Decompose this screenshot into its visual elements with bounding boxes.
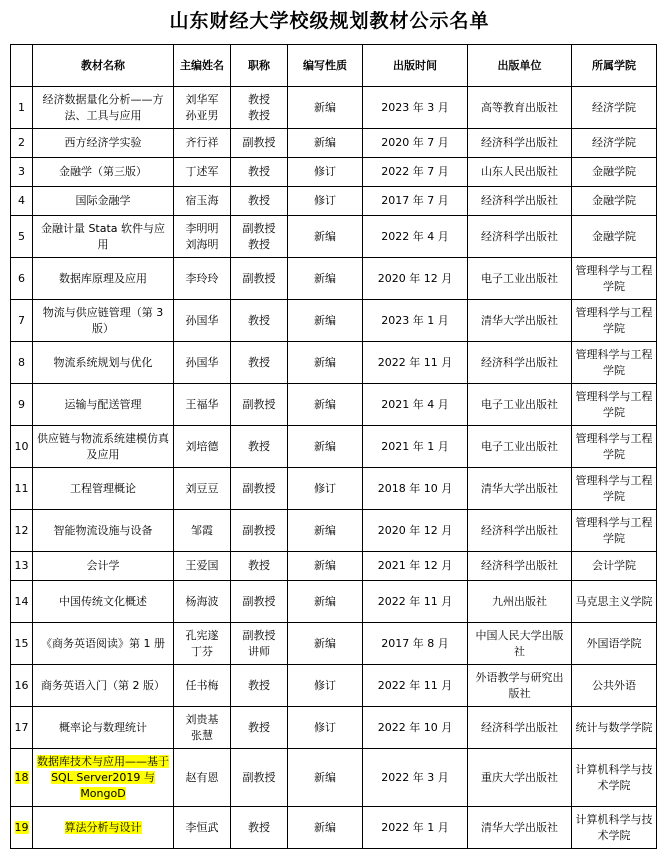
cell-index: 8 [11, 342, 33, 384]
cell-college: 公共外语 [572, 665, 657, 707]
cell-publisher: 电子工业出版社 [468, 258, 572, 300]
cell-editor: 孙国华 [174, 300, 231, 342]
cell-index: 2 [11, 129, 33, 158]
cell-college: 马克思主义学院 [572, 581, 657, 623]
cell-index: 7 [11, 300, 33, 342]
cell-editor: 孔宪遂 丁芬 [174, 623, 231, 665]
cell-rank: 副教授 [231, 258, 288, 300]
cell-editor: 刘培德 [174, 426, 231, 468]
cell-rank: 教授 [231, 300, 288, 342]
table-row [11, 581, 657, 623]
cell-name: 智能物流设施与设备 [33, 510, 174, 552]
cell-publisher: 经济科学出版社 [468, 342, 572, 384]
cell-college: 管理科学与工程学院 [572, 510, 657, 552]
cell-rank: 副教授 [231, 749, 288, 807]
cell-publisher: 中国人民大学出版社 [468, 623, 572, 665]
cell-name: 运输与配送管理 [33, 384, 174, 426]
table-row [11, 300, 657, 342]
header-date: 出版时间 [363, 45, 468, 87]
cell-college: 计算机科学与技术学院 [572, 807, 657, 849]
cell-name: 金融学（第三版） [33, 158, 174, 187]
cell-name: 国际金融学 [33, 187, 174, 216]
cell-rank: 教授 [231, 426, 288, 468]
cell-publisher: 经济科学出版社 [468, 552, 572, 581]
cell-publisher: 经济科学出版社 [468, 187, 572, 216]
cell-date: 2020 年 7 月 [363, 129, 468, 158]
cell-date: 2022 年 11 月 [363, 581, 468, 623]
cell-index: 5 [11, 216, 33, 258]
cell-nature: 新编 [288, 807, 363, 849]
cell-index: 9 [11, 384, 33, 426]
cell-college: 金融学院 [572, 158, 657, 187]
cell-publisher: 外语教学与研究出版社 [468, 665, 572, 707]
cell-date: 2020 年 12 月 [363, 258, 468, 300]
cell-college: 管理科学与工程学院 [572, 468, 657, 510]
cell-college: 计算机科学与技术学院 [572, 749, 657, 807]
cell-name: 概率论与数理统计 [33, 707, 174, 749]
table-row [11, 510, 657, 552]
cell-nature: 修订 [288, 707, 363, 749]
cell-publisher: 山东人民出版社 [468, 158, 572, 187]
cell-editor: 杨海波 [174, 581, 231, 623]
cell-date: 2017 年 7 月 [363, 187, 468, 216]
cell-name: 会计学 [33, 552, 174, 581]
cell-date: 2022 年 11 月 [363, 665, 468, 707]
cell-rank: 副教授 [231, 581, 288, 623]
highlighted-index: 19 [14, 820, 29, 834]
cell-name: 物流系统规划与优化 [33, 342, 174, 384]
cell-rank: 教授 [231, 187, 288, 216]
cell-rank: 副教授 教授 [231, 216, 288, 258]
cell-date: 2022 年 10 月 [363, 707, 468, 749]
cell-college: 经济学院 [572, 87, 657, 129]
cell-date: 2022 年 1 月 [363, 807, 468, 849]
cell-editor: 刘贵基 张慧 [174, 707, 231, 749]
cell-publisher: 重庆大学出版社 [468, 749, 572, 807]
cell-nature: 新编 [288, 552, 363, 581]
cell-index: 17 [11, 707, 33, 749]
table-row [11, 707, 657, 749]
cell-publisher: 清华大学出版社 [468, 468, 572, 510]
cell-name: 工程管理概论 [33, 468, 174, 510]
cell-index [11, 749, 33, 807]
cell-publisher: 清华大学出版社 [468, 807, 572, 849]
cell-rank: 教授 [231, 665, 288, 707]
cell-rank: 副教授 [231, 129, 288, 158]
cell-publisher: 经济科学出版社 [468, 707, 572, 749]
cell-index: 16 [11, 665, 33, 707]
cell-date: 2023 年 3 月 [363, 87, 468, 129]
cell-name: 西方经济学实验 [33, 129, 174, 158]
header-index [11, 45, 33, 87]
cell-rank: 副教授 [231, 510, 288, 552]
cell-nature: 修订 [288, 187, 363, 216]
cell-publisher: 经济科学出版社 [468, 216, 572, 258]
header-nature: 编写性质 [288, 45, 363, 87]
highlighted-name: 算法分析与设计 [64, 820, 142, 834]
cell-index: 14 [11, 581, 33, 623]
cell-date: 2020 年 12 月 [363, 510, 468, 552]
cell-nature: 新编 [288, 623, 363, 665]
cell-editor: 邹霞 [174, 510, 231, 552]
cell-editor: 齐行祥 [174, 129, 231, 158]
table-row [11, 158, 657, 187]
cell-college: 管理科学与工程学院 [572, 300, 657, 342]
cell-rank: 教授 [231, 342, 288, 384]
cell-nature: 修订 [288, 468, 363, 510]
cell-nature: 新编 [288, 510, 363, 552]
cell-nature: 新编 [288, 384, 363, 426]
cell-college: 金融学院 [572, 216, 657, 258]
cell-nature: 新编 [288, 342, 363, 384]
cell-publisher: 电子工业出版社 [468, 384, 572, 426]
cell-nature: 新编 [288, 749, 363, 807]
cell-editor: 宿玉海 [174, 187, 231, 216]
cell-editor: 李明明 刘海明 [174, 216, 231, 258]
cell-nature: 新编 [288, 87, 363, 129]
table-row [11, 807, 657, 849]
cell-date: 2022 年 3 月 [363, 749, 468, 807]
cell-college: 管理科学与工程学院 [572, 342, 657, 384]
cell-nature: 修订 [288, 665, 363, 707]
cell-editor: 李玲玲 [174, 258, 231, 300]
cell-editor: 孙国华 [174, 342, 231, 384]
cell-name: 金融计量 Stata 软件与应用 [33, 216, 174, 258]
cell-date: 2021 年 1 月 [363, 426, 468, 468]
cell-rank: 教授 [231, 807, 288, 849]
cell-nature: 新编 [288, 258, 363, 300]
table-body [11, 87, 657, 849]
page-title: 山东财经大学校级规划教材公示名单 [169, 10, 490, 32]
table-row [11, 129, 657, 158]
table-row [11, 749, 657, 807]
cell-editor: 王爱国 [174, 552, 231, 581]
table-row [11, 665, 657, 707]
cell-college: 外国语学院 [572, 623, 657, 665]
header-editor: 主编姓名 [174, 45, 231, 87]
cell-date: 2021 年 12 月 [363, 552, 468, 581]
cell-nature: 新编 [288, 216, 363, 258]
cell-name: 《商务英语阅读》第 1 册 [33, 623, 174, 665]
cell-name: 中国传统文化概述 [33, 581, 174, 623]
cell-date: 2022 年 11 月 [363, 342, 468, 384]
cell-index [11, 807, 33, 849]
cell-rank: 副教授 [231, 384, 288, 426]
cell-name: 物流与供应链管理（第 3 版） [33, 300, 174, 342]
cell-index: 6 [11, 258, 33, 300]
cell-rank: 副教授 [231, 468, 288, 510]
cell-college: 管理科学与工程学院 [572, 384, 657, 426]
cell-rank: 教授 [231, 158, 288, 187]
cell-publisher: 经济科学出版社 [468, 510, 572, 552]
table-row [11, 468, 657, 510]
table-row [11, 426, 657, 468]
cell-editor: 李恒武 [174, 807, 231, 849]
table-row [11, 87, 657, 129]
table-row [11, 623, 657, 665]
cell-name: 供应链与物流系统建模仿真及应用 [33, 426, 174, 468]
textbook-table [10, 44, 657, 849]
cell-nature: 新编 [288, 129, 363, 158]
cell-college: 统计与数学学院 [572, 707, 657, 749]
cell-date: 2022 年 4 月 [363, 216, 468, 258]
cell-name: 商务英语入门（第 2 版） [33, 665, 174, 707]
table-row [11, 552, 657, 581]
cell-nature: 新编 [288, 426, 363, 468]
cell-editor: 任书梅 [174, 665, 231, 707]
cell-rank: 教授 教授 [231, 87, 288, 129]
cell-editor: 丁述军 [174, 158, 231, 187]
cell-nature: 新编 [288, 581, 363, 623]
cell-publisher: 清华大学出版社 [468, 300, 572, 342]
cell-college: 管理科学与工程学院 [572, 258, 657, 300]
cell-date: 2017 年 8 月 [363, 623, 468, 665]
header-college: 所属学院 [572, 45, 657, 87]
table-row [11, 187, 657, 216]
cell-index: 10 [11, 426, 33, 468]
cell-date: 2018 年 10 月 [363, 468, 468, 510]
cell-index: 12 [11, 510, 33, 552]
header-publisher: 出版单位 [468, 45, 572, 87]
table-row [11, 384, 657, 426]
cell-rank: 教授 [231, 707, 288, 749]
cell-name: 数据库原理及应用 [33, 258, 174, 300]
cell-index: 15 [11, 623, 33, 665]
table-row [11, 258, 657, 300]
cell-rank: 教授 [231, 552, 288, 581]
cell-index: 13 [11, 552, 33, 581]
cell-name [33, 749, 174, 807]
cell-name [33, 807, 174, 849]
cell-publisher: 高等教育出版社 [468, 87, 572, 129]
highlighted-name: 数据库技术与应用——基于 SQL Server2019 与 MongoD [37, 754, 169, 800]
cell-date: 2021 年 4 月 [363, 384, 468, 426]
cell-editor: 刘豆豆 [174, 468, 231, 510]
header-row [11, 45, 657, 87]
cell-index: 4 [11, 187, 33, 216]
cell-date: 2023 年 1 月 [363, 300, 468, 342]
cell-index: 3 [11, 158, 33, 187]
cell-college: 金融学院 [572, 187, 657, 216]
cell-rank: 副教授 讲师 [231, 623, 288, 665]
cell-index: 11 [11, 468, 33, 510]
cell-nature: 新编 [288, 300, 363, 342]
cell-editor: 刘华军 孙亚男 [174, 87, 231, 129]
highlighted-index: 18 [14, 770, 29, 784]
cell-name: 经济数据量化分析——方法、工具与应用 [33, 87, 174, 129]
table-row [11, 342, 657, 384]
cell-college: 会计学院 [572, 552, 657, 581]
cell-nature: 修订 [288, 158, 363, 187]
cell-college: 管理科学与工程学院 [572, 426, 657, 468]
cell-publisher: 九州出版社 [468, 581, 572, 623]
cell-publisher: 经济科学出版社 [468, 129, 572, 158]
cell-index: 1 [11, 87, 33, 129]
cell-editor: 王福华 [174, 384, 231, 426]
cell-college: 经济学院 [572, 129, 657, 158]
cell-editor: 赵有恩 [174, 749, 231, 807]
table-row [11, 216, 657, 258]
cell-date: 2022 年 7 月 [363, 158, 468, 187]
header-name: 教材名称 [33, 45, 174, 87]
cell-publisher: 电子工业出版社 [468, 426, 572, 468]
header-rank: 职称 [231, 45, 288, 87]
